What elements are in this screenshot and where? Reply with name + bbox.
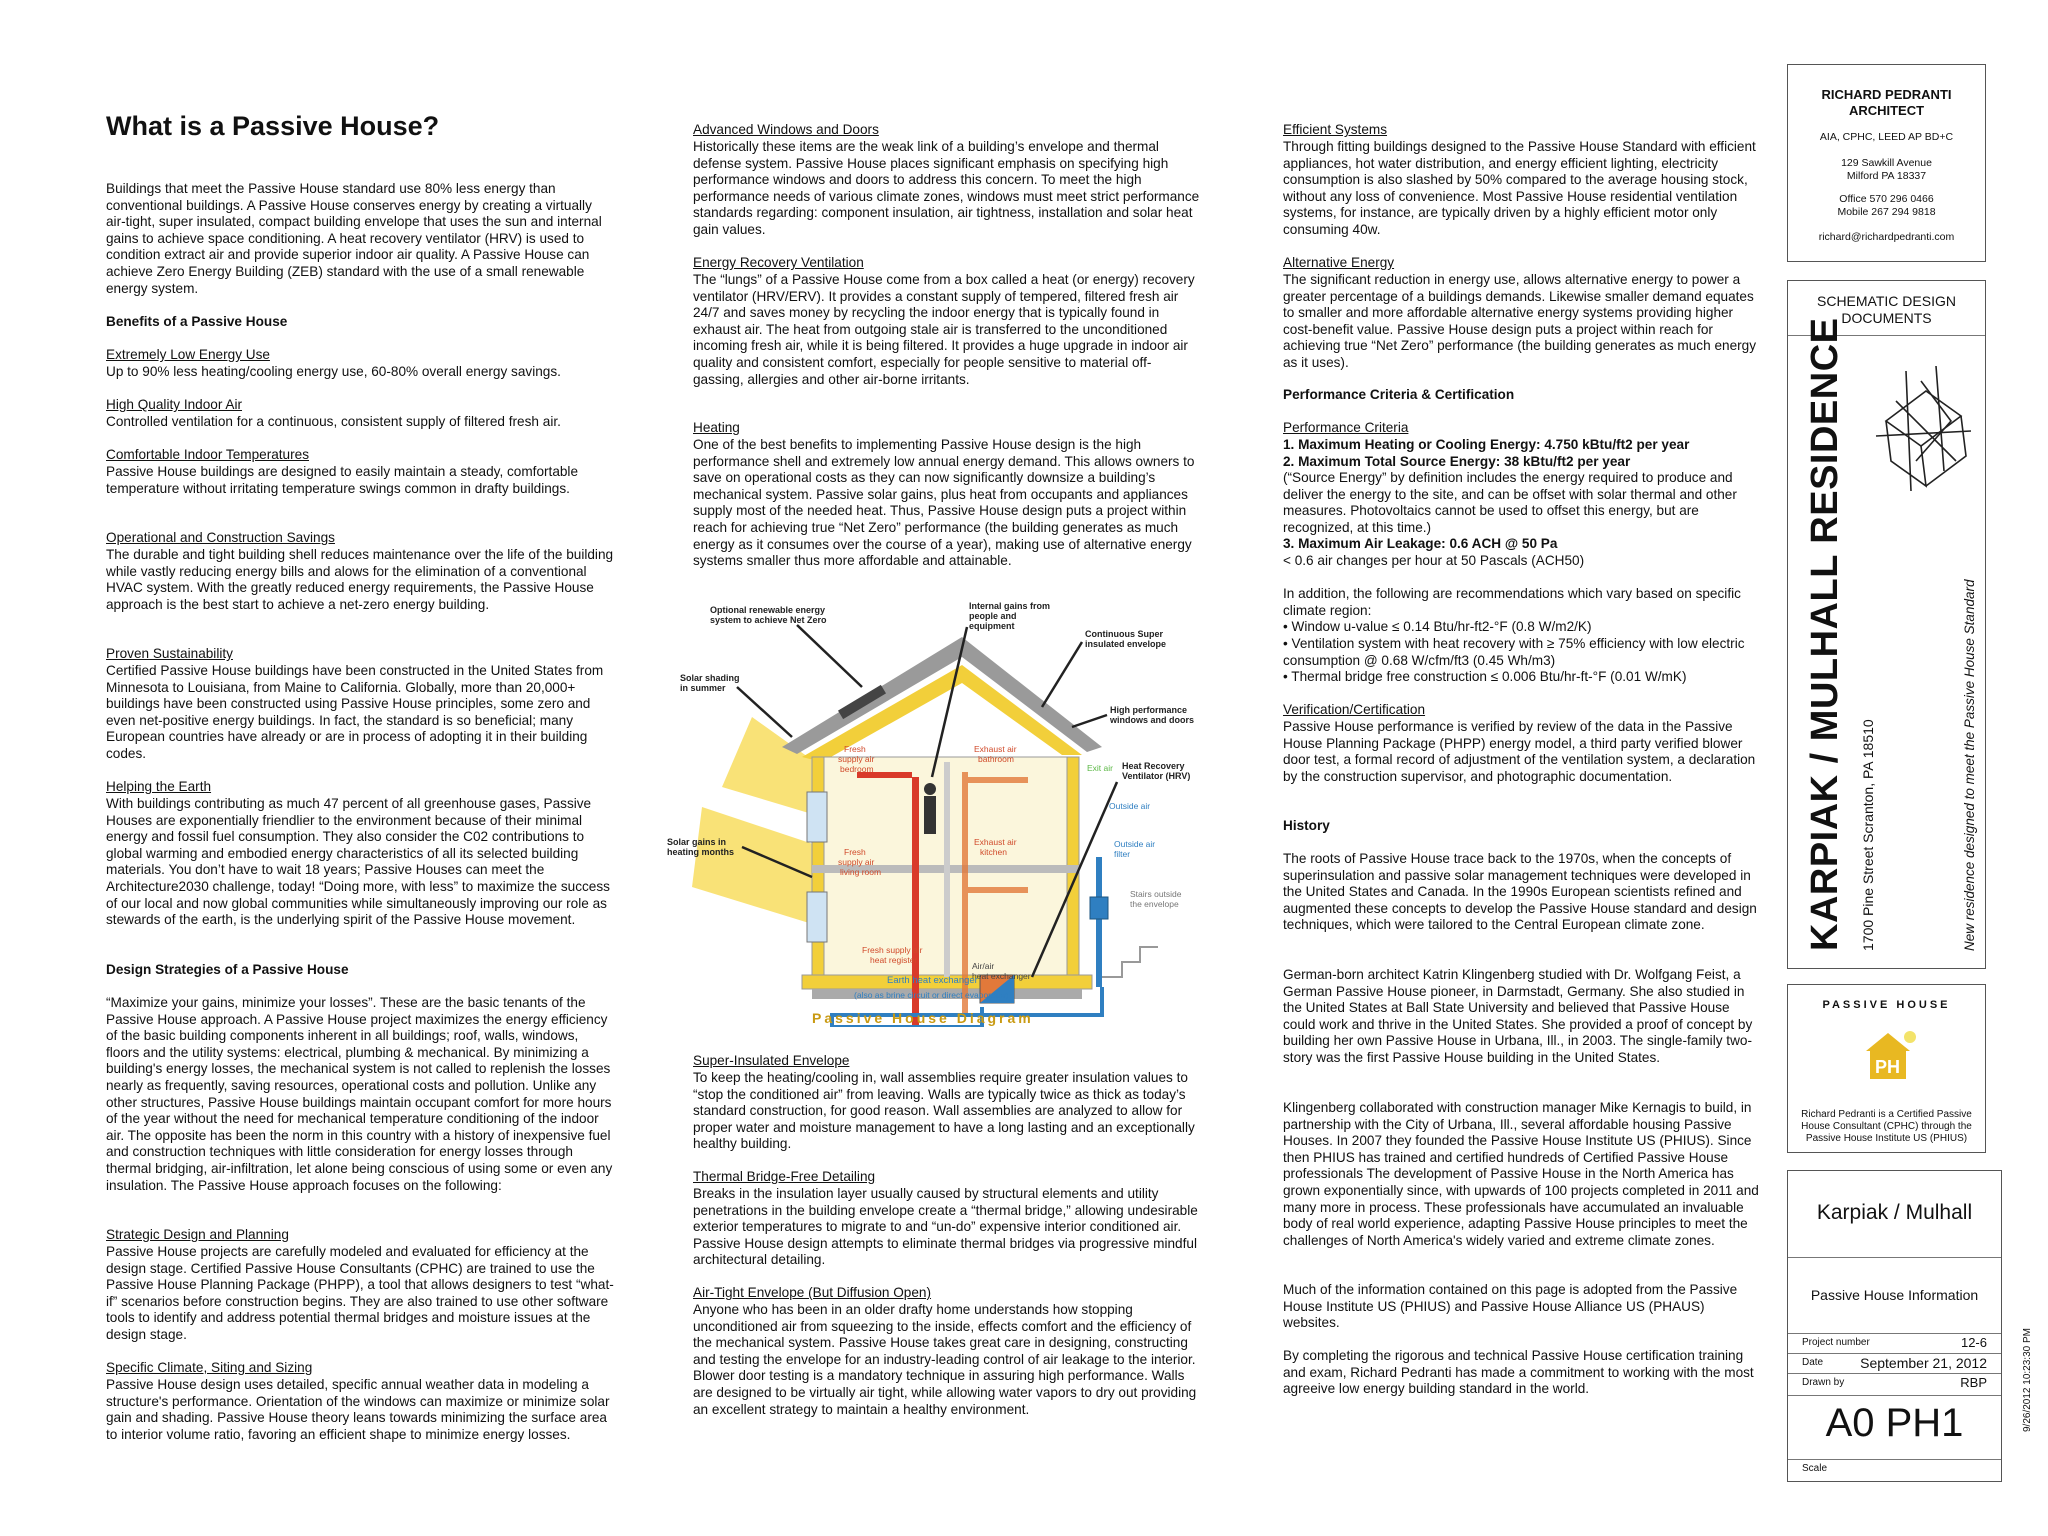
passive-house-box bbox=[1787, 984, 1986, 1153]
section-text: Passive House performance is verified by review of the data in the Passive House Planning Package (PHPP) energy model, a third party verified blower door test, a formal record of adjustment of the ventilation system, a declaration by the construction supervisor, and photographic documentation. bbox=[1283, 719, 1756, 784]
firm-office-phone: Office 570 296 0466 bbox=[1839, 193, 1934, 205]
label-register: heat register bbox=[870, 955, 918, 965]
section-text: The significant reduction in energy use, allows alternative energy to power a greater percentage of a buildings demands. Likewise smaller demand equates to smaller and more affordable alternative energy systems providing higher cost-benefit value. Passive House design puts a project within reach for achieving true “Net Zero” performance (the building generates as much energy as it uses). bbox=[1283, 272, 1757, 370]
scale-label: Scale bbox=[1802, 1463, 1828, 1474]
label-fresh-bedroom: supply air bbox=[838, 754, 875, 764]
benefit-heading: Extremely Low Energy Use bbox=[106, 347, 270, 362]
performance-note: (“Source Energy” by definition includes the energy required to produce and deliver the energy to the site, and can be offset with solar thermal and other measures. Photovoltaics cannot be used to offset this energy, but are recognized, at this time.) bbox=[1283, 470, 1737, 535]
phase-label: DOCUMENTS bbox=[1841, 310, 1932, 326]
label-shading: in summer bbox=[680, 683, 726, 693]
strategy-text: Passive House projects are carefully modeled and evaluated for efficiency at the design stage. Certified Passive House Consultants (CPHC) are trained to use the Passive House Planning Package (PHPP), a tool that allows designers to test “what-if” scenarios before construction begins. They are also trained to use other software tools to identify and address potential thermal bridges and moisture issues at the design stage. bbox=[106, 1244, 614, 1342]
label-envelope: insulated envelope bbox=[1085, 639, 1167, 649]
label-internal-gains: equipment bbox=[969, 621, 1015, 631]
label-outside-air: Outside air bbox=[1109, 801, 1151, 811]
section-text: Through fitting buildings designed to the Passive House Standard with efficient appliances, hot water distribution, and energy efficient lighting, electricity consumption is also slashed by 50% compared to the average housing stock, without any loss of convenience. Most Passive House residential ventilation systems, for instance, are typically driven by a highly efficient motor only consuming 40w. bbox=[1283, 139, 1756, 237]
history-paragraph: Klingenberg collaborated with construction manager Mike Kernagis to build, in partnership with the City of Urbana, Ill., several affordable housing Passive Houses. In 2007 they founded the Passive House Institute US (PHIUS). Since then PHIUS has trained and certified hundreds of Certified Passive House professionals The development of Passive House in the North America has grown exponentially since, with upwards of 100 projects completed in 2011 and many more in process. These professionals have accumulated an invaluable body of real world experience, adapting Passive House principles to meet the challenges of North America's widely varied and extreme climate zones. bbox=[1283, 1100, 1759, 1248]
recommendation: • Thermal bridge free construction ≤ 0.006 Btu/hr-ft-°F (0.01 W/mK) bbox=[1283, 669, 1687, 684]
window bbox=[807, 792, 827, 842]
history-paragraph: The roots of Passive House trace back to the 1970s, when the concepts of superinsulation and passive solar management techniques were developed in the United States and Canada. In the 1990s European scientists refined and augmented these concepts to develop the Passive House standard and design techniques, which were tailored to the Central European climate zone. bbox=[1283, 851, 1757, 933]
label-shading: Solar shading bbox=[680, 673, 740, 683]
performance-note: < 0.6 air changes per hour at 50 Pascals (ACH50) bbox=[1283, 553, 1585, 568]
label-solar-gains: heating months bbox=[667, 847, 734, 857]
benefit-text: Passive House buildings are designed to easily maintain a steady, comfortable temperature without irritating temperature swings common in drafty buildings. bbox=[106, 464, 579, 496]
strategy-text: Passive House design uses detailed, specific annual weather data in modeling a structure's performance. Orientation of the windows can maximize or minimize solar gain and shading. Passive House theory leans towards minimizing the surface area to interior volume ratio, favoring an efficient shape to minimize energy losses. bbox=[106, 1377, 610, 1442]
benefit-text: Controlled ventilation for a continuous, consistent supply of filtered fresh air. bbox=[106, 414, 561, 429]
intro-paragraph: Buildings that meet the Passive House standard use 80% less energy than conventional buildings. A Passive House conserves energy by creating a virtually air-tight, super insulated, compact building envelope that uses the sun and internal gains to achieve space conditioning. A heat recovery ventilator (HRV) is used to condition extract air and provide superior indoor air quality. A Passive House can achieve Zero Energy Building (ZEB) standard with the use of a small renewable energy system. bbox=[106, 181, 602, 296]
label-internal-gains: Internal gains from bbox=[969, 601, 1051, 611]
project-number: 12-6 bbox=[1960, 1335, 1987, 1350]
design-heading: Design Strategies of a Passive House bbox=[106, 962, 349, 977]
firm-name: ARCHITECT bbox=[1848, 103, 1925, 118]
history-paragraph: Much of the information contained on this page is adopted from the Passive House Institute US (PHIUS) and Passive House Alliance US (PHAUS) websites. bbox=[1283, 1282, 1738, 1331]
performance-criterion: 3. Maximum Air Leakage: 0.6 ACH @ 50 Pa bbox=[1283, 536, 1558, 551]
passive-house-logo-icon bbox=[1862, 1027, 1918, 1083]
label-internal-gains: people and bbox=[969, 611, 1017, 621]
strategy-heading: Strategic Design and Planning bbox=[106, 1227, 289, 1242]
window bbox=[807, 892, 827, 942]
label-fresh-bedroom: bedroom bbox=[840, 764, 874, 774]
outside-air-filter bbox=[1090, 897, 1108, 919]
label-envelope: Continuous Super bbox=[1085, 629, 1163, 639]
label-stairs: Stairs outside bbox=[1130, 889, 1182, 899]
section-heading: Thermal Bridge-Free Detailing bbox=[693, 1169, 876, 1184]
benefit-text: Up to 90% less heating/cooling energy use, 60-80% overall energy savings. bbox=[106, 364, 561, 379]
benefit-heading: Helping the Earth bbox=[106, 779, 212, 794]
sheet-title: Passive House Information bbox=[1810, 1287, 1979, 1303]
section-heading: Air-Tight Envelope (But Diffusion Open) bbox=[693, 1285, 932, 1300]
firm-name: RICHARD PEDRANTI bbox=[1821, 87, 1952, 102]
drawn-by-label: Drawn by bbox=[1802, 1377, 1845, 1388]
exhaust-duct bbox=[968, 777, 1028, 783]
leader-line bbox=[797, 625, 862, 687]
recommendations-intro: In addition, the following are recommendations which vary based on specific climate region: bbox=[1283, 586, 1741, 618]
passive-house-note: Richard Pedranti is a Certified Passive House Consultant (CPHC) through the Passive House Institute US (PHIUS) bbox=[1801, 1109, 1972, 1144]
project-description: New residence designed to meet the Passive House Standard bbox=[1962, 579, 1977, 951]
section-text: One of the best benefits to implementing Passive House design is the high performance shell and extremely low annual energy demand. This allows owners to save on operational costs as they can now significantly downsize a building’s mechanical system. Passive solar gains, plus heat from occupants and appliances supply most of the needed heat. Thus, Passive House design puts a project within reach for achieving true “Net Zero” performance (the building generates as much energy as it consumes over the course of a year), making use of alternative energy systems smaller thus more affordable and attainable. bbox=[693, 437, 1195, 569]
firm-address: 129 Sawkill Avenue bbox=[1841, 157, 1932, 169]
performance-criterion: 2. Maximum Total Source Energy: 38 kBtu/ft2 per year bbox=[1283, 454, 1631, 469]
sun-beam bbox=[692, 807, 822, 927]
label-renewable: Optional renewable energy bbox=[710, 605, 826, 615]
section-text: The “lungs” of a Passive House come from a box called a heat (or energy) recovery ventilator (HRV/ERV). It provides a constant supply of tempered, filtered fresh air 24/7 and saves money by recycling the indoor energy that is typically found in exhaust air. The heat from outgoing stale air is transferred to the unconditioned incoming fresh air, while it is being filtered. It provides a huge upgrade in indoor air quality and consistent comfort, especially for people sensitive to material off-gassing, allergies and other air-borne irritants. bbox=[693, 272, 1195, 387]
project-number-label: Project number bbox=[1802, 1337, 1870, 1348]
label-solar-gains: Solar gains in bbox=[667, 837, 727, 847]
page-title: What is a Passive House? bbox=[106, 111, 440, 141]
label-hrv: Ventilator (HRV) bbox=[1122, 771, 1191, 781]
benefit-text: Certified Passive House buildings have been constructed in the United States from Minnesota to Louisiana, from Maine to California. Globally, more than 20,000+ buildings have been constructed using Passive House principles, some zero and even net-positive energy buildings. In fact, the standard is so beneficial; many European countries have already or are in process of adopting it in their building codes. bbox=[106, 663, 604, 761]
outside-air-pipe bbox=[1096, 857, 1102, 987]
passive-house-label: PASSIVE HOUSE bbox=[1822, 999, 1951, 1011]
date-value: September 21, 2012 bbox=[1860, 1355, 1987, 1371]
recommendation: • Ventilation system with heat recovery with ≥ 75% efficiency with low electric consumption @ 0.68 W/cfm/ft3 (0.45 Wh/m3) bbox=[1283, 636, 1745, 668]
section-heading: Verification/Certification bbox=[1283, 702, 1426, 717]
label-earth: Earth heat exchanger bbox=[887, 975, 978, 986]
sketch-line bbox=[1886, 421, 1926, 486]
label-exchanger: heat exchanger bbox=[972, 971, 1031, 981]
design-intro: “Maximize your gains, minimize your losses”. These are the basic tenants of the Passive House approach. A Passive House project maximizes the energy efficiency of the basic building components inherent in all buildings; roof, walls, windows, floors and the utility systems: electrical, plumbing & mechanical. By minimizing a building's energy losses, the mechanical system is not called to replenish the losses nearly as frequently, saving resources, operational costs and pollution. Unlike any other structures, Passive House buildings maintain occupant comfort for more hours of the year without the need for mechanical temperature conditioning of the indoor air. The opposite has been the norm in this country with a history of inexpensive fuel and construction techniques with little consideration for energy losses through thermal bridging, air-infiltration, let alone being conscious of using some or even any insulation. The Passive House approach focuses on the following: bbox=[106, 995, 613, 1193]
label-filter: Outside air bbox=[1114, 839, 1156, 849]
section-heading: Heating bbox=[693, 420, 740, 435]
exhaust-duct bbox=[968, 887, 1028, 893]
passive-house-diagram bbox=[662, 597, 1202, 1027]
logo-text: PH bbox=[1875, 1057, 1901, 1077]
label-stairs: the envelope bbox=[1130, 899, 1179, 909]
strategy-heading: Specific Climate, Siting and Sizing bbox=[106, 1360, 313, 1375]
benefit-heading: Comfortable Indoor Temperatures bbox=[106, 447, 310, 462]
label-exhaust-bathroom: bathroom bbox=[978, 754, 1014, 764]
person-icon bbox=[924, 783, 936, 795]
label-register: Fresh supply air bbox=[862, 945, 923, 955]
logo-sun bbox=[1904, 1031, 1916, 1043]
label-exhaust-kitchen: kitchen bbox=[980, 847, 1007, 857]
benefit-heading: High Quality Indoor Air bbox=[106, 397, 243, 412]
label-renewable: system to achieve Net Zero bbox=[710, 615, 827, 625]
firm-email: richard@richardpedranti.com bbox=[1818, 231, 1955, 243]
section-heading: Efficient Systems bbox=[1283, 122, 1388, 137]
label-fresh-bedroom: Fresh bbox=[844, 744, 866, 754]
diagram-caption: Passive House Diagram bbox=[812, 1010, 1034, 1026]
history-paragraph: By completing the rigorous and technical Passive House certification training and exam, Richard Pedranti has made a commitment to working with the most agreeive low energy building standard in the world. bbox=[1283, 1348, 1754, 1397]
label-windows: windows and doors bbox=[1110, 715, 1195, 725]
firm-credentials: AIA, CPHC, LEED AP BD+C bbox=[1819, 131, 1954, 143]
firm-mobile-phone: Mobile 267 294 9818 bbox=[1837, 206, 1936, 218]
person-icon bbox=[924, 796, 936, 834]
label-exit-air: Exit air bbox=[1087, 763, 1113, 773]
label-filter: filter bbox=[1114, 849, 1131, 859]
recommendation: • Window u-value ≤ 0.14 Btu/hr-ft2-°F (0.8 W/m2/K) bbox=[1283, 619, 1592, 634]
sheet-number: A0 PH1 bbox=[1825, 1401, 1964, 1445]
phase-label: SCHEMATIC DESIGN bbox=[1817, 293, 1956, 309]
stairs bbox=[1102, 947, 1158, 977]
label-fresh-living: Fresh bbox=[844, 847, 866, 857]
label-windows: High performance bbox=[1110, 705, 1188, 715]
project-name: KARPIAK / MULHALL RESIDENCE bbox=[1804, 317, 1846, 951]
history-paragraph: German-born architect Katrin Klingenberg studied with Dr. Wolfgang Feist, a German Passive House pioneer, in Darmstadt, Germany. She also studied in the United States at Ball State University and believed that Passive House could work and thrive in the United States. She provided a proof of concept by building her own Passive House in Urbana, Ill., in 2003. The single-family two-story was the first Passive House building in the United States. bbox=[1283, 967, 1753, 1065]
drawn-by-value: RBP bbox=[1960, 1375, 1987, 1390]
label-fresh-living: supply air bbox=[838, 857, 875, 867]
benefits-heading: Benefits of a Passive House bbox=[106, 314, 288, 329]
date-label: Date bbox=[1802, 1357, 1824, 1368]
client-name: Karpiak / Mulhall bbox=[1816, 1201, 1973, 1224]
benefit-text: The durable and tight building shell reduces maintenance over the life of the building while vastly reducing energy bills and alows for the elimination of a conventional HVAC system. With the greatly reduced energy requirements, the Passive House approach is the best start to achieve a net-zero energy building. bbox=[106, 547, 614, 612]
label-exchanger: Air/air bbox=[972, 961, 995, 971]
section-text: Anyone who has been in an older drafty home understands how stopping unconditioned air from squeezing to the inside, effects comfort and the efficiency of the mechanical system. Passive House takes great care in designing, constructing and testing the envelope for an industry-leading control of air leakage to the interior. Blower door testing is a mandatory technique in assuring high performance. Walls are designed to be virtually air tight, while allowing water vapors to dry out providing an excellent strategy to maintain a healthy environment. bbox=[693, 1302, 1197, 1417]
performance-criterion: 1. Maximum Heating or Cooling Energy: 4.750 kBtu/ft2 per year bbox=[1283, 437, 1690, 452]
firm-info-box bbox=[1787, 64, 1986, 262]
partition-wall bbox=[944, 762, 950, 977]
label-exhaust-kitchen: Exhaust air bbox=[974, 837, 1017, 847]
benefit-heading: Operational and Construction Savings bbox=[106, 530, 335, 545]
leader-line bbox=[1072, 715, 1107, 727]
section-text: To keep the heating/cooling in, wall assemblies require greater insulation values to “stop the conditioned air” from leaving. Walls are typically twice as thick as today’s standard construction, for good reason. Wall assemblies are analyzed to allow for proper water and moisture management to have a long lasting and an exceptionally healthy building. bbox=[693, 1070, 1195, 1152]
project-address: 1700 Pine Street Scranton, PA 18510 bbox=[1860, 719, 1876, 951]
performance-subheading: Performance Criteria bbox=[1283, 420, 1409, 435]
benefit-heading: Proven Sustainability bbox=[106, 646, 233, 661]
print-timestamp: 9/26/2012 10:23:30 PM bbox=[2022, 1328, 2033, 1432]
label-fresh-living: living room bbox=[840, 867, 882, 877]
site-sketch bbox=[1866, 361, 1976, 501]
performance-heading: Performance Criteria & Certification bbox=[1283, 387, 1515, 402]
section-heading: Energy Recovery Ventilation bbox=[693, 255, 864, 270]
firm-address: Milford PA 18337 bbox=[1846, 170, 1927, 182]
sheet-info-box bbox=[1787, 1170, 2002, 1482]
benefit-text: With buildings contributing as much 47 percent of all greenhouse gases, Passive Houses are exponentially friendlier to the environment because of their minimal energy and fossil fuel consumption. They also consider the C02 contributions to global warming and embodied energy characteristics of all its selected building materials. You don’t have to wait 18 years; Passive Houses can meet the Architecture2030 challenge, today! “Doing more, with less” to maximize the success of our local and now global communities while simultaneously improving our role as stewards of the earth, is the underlying spirit of the Passive House movement. bbox=[106, 796, 610, 928]
section-heading: Advanced Windows and Doors bbox=[693, 122, 879, 137]
section-heading: Alternative Energy bbox=[1283, 255, 1395, 270]
project-box bbox=[1787, 280, 1986, 969]
label-exhaust-bathroom: Exhaust air bbox=[974, 744, 1017, 754]
label-earth: (also as brine circuit or direct evaporator) bbox=[854, 990, 1009, 1000]
label-hrv: Heat Recovery bbox=[1122, 761, 1185, 771]
section-heading: Super-Insulated Envelope bbox=[693, 1053, 850, 1068]
section-text: Historically these items are the weak link of a building’s envelope and thermal defense system. Passive House places significant emphasis on specifying high performance windows and doors to address this concern. To meet the high performance needs of various climate zones, windows must meet strict performance standards regarding: component insulation, air tightness, installation and solar heat gain values. bbox=[693, 139, 1200, 237]
section-text: Breaks in the insulation layer usually caused by structural elements and utility penetrations in the building envelope create a “thermal bridge,” allowing undesirable exterior temperatures to migrate to and “un-do” expensive interior conditioned air. Passive House design attempts to eliminate thermal bridges via progressive mindful architectural detailing. bbox=[693, 1186, 1198, 1268]
leader-line bbox=[1042, 642, 1082, 707]
history-heading: History bbox=[1283, 818, 1330, 833]
